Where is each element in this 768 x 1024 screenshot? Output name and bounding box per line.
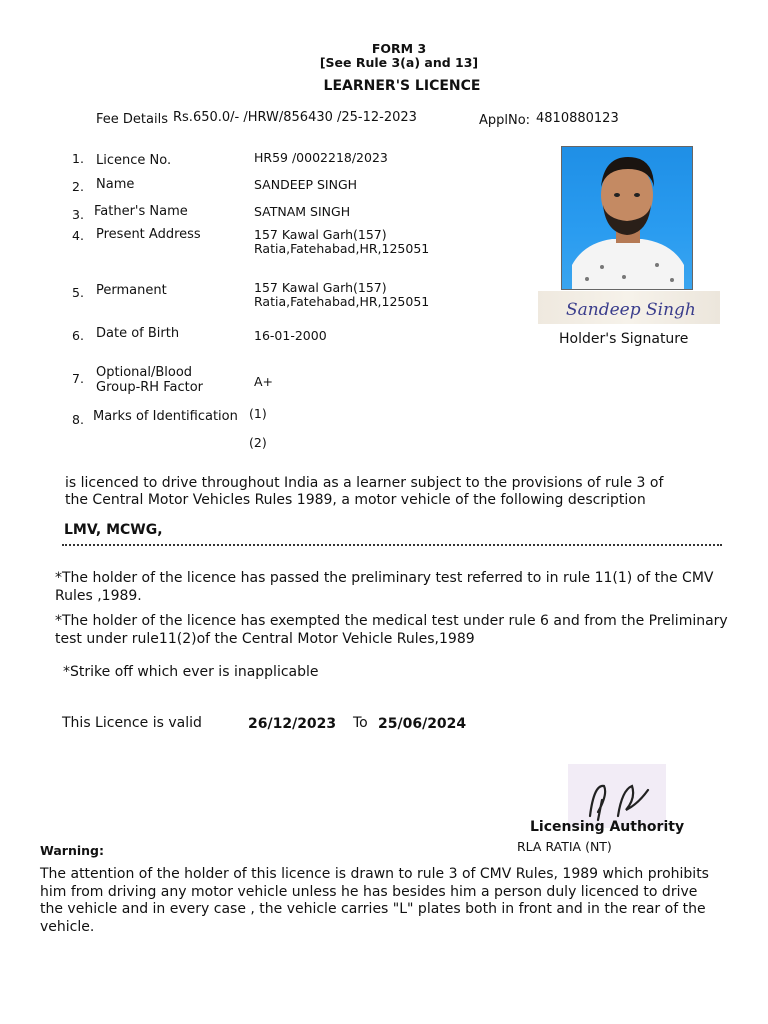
licence-no-label: Licence No. (96, 153, 172, 168)
holder-signature-label: Holder's Signature (559, 331, 689, 347)
medical-test-note: *The holder of the licence has exempted the medical test under rule 6 and from the Preliminary test under rule11(2)of the Central Motor Vehicle Rules,1989 (55, 613, 728, 647)
licensing-authority-office: RLA RATIA (NT) (517, 839, 612, 854)
field-number: 7. (72, 371, 84, 386)
valid-to-date: 25/06/2024 (378, 716, 467, 732)
valid-to-label: To (353, 715, 368, 731)
appl-no-label: ApplNo: (479, 113, 531, 128)
holder-photo (561, 146, 693, 290)
name-value: SANDEEP SINGH (254, 177, 358, 192)
fathers-name-label: Father's Name (94, 204, 188, 219)
name-label: Name (96, 177, 135, 192)
present-address-line2: Ratia,Fatehabad,HR,125051 (254, 241, 430, 256)
present-address-line1: 157 Kawal Garh(157) (254, 227, 387, 242)
marks-of-identification-label: Marks of Identification (93, 409, 238, 424)
field-number: 5. (72, 285, 84, 300)
licensing-authority-title: Licensing Authority (530, 819, 685, 835)
field-number: 1. (72, 151, 84, 166)
licence-no-value: HR59 /0002218/2023 (254, 150, 388, 165)
preliminary-test-note: *The holder of the licence has passed the preliminary test referred to in rule 11(1) of the CMV Rules ,1989. (55, 570, 714, 604)
warning-title: Warning: (40, 843, 104, 858)
field-number: 8. (72, 412, 84, 427)
form-number: FORM 3 (371, 41, 427, 56)
person-silhouette-icon (562, 147, 692, 289)
permanent-address-line1: 157 Kawal Garh(157) (254, 280, 387, 295)
fee-details-value: Rs.650.0/- /HRW/856430 /25-12-2023 (173, 110, 417, 125)
vehicle-class: LMV, MCWG, (64, 522, 163, 538)
valid-from-date: 26/12/2023 (248, 716, 337, 732)
warning-text: The attention of the holder of this licence is drawn to rule 3 of CMV Rules, 1989 which prohibits him from driving any motor vehicle unless he has besides him a person duly licenced to drive the vehicle and in every case , the vehicle carries "L" plates both in front and in the rear of the vehicle. (40, 866, 709, 935)
blood-group-label-line2: Group-RH Factor (96, 380, 204, 395)
strike-off-note: *Strike off which ever is inapplicable (63, 664, 319, 680)
holder-signature-image (538, 291, 720, 324)
dob-value: 16-01-2000 (254, 328, 327, 343)
appl-no-value: 4810880123 (536, 111, 619, 126)
intro-line-1: is licenced to drive throughout India as a learner subject to the provisions of rule 3 of (65, 475, 664, 491)
dob-label: Date of Birth (96, 326, 180, 341)
field-number: 2. (72, 179, 84, 194)
present-address-label: Present Address (96, 227, 201, 242)
document-title: LEARNER'S LICENCE (323, 78, 481, 94)
permanent-address-label: Permanent (96, 283, 167, 298)
intro-line-2: the Central Motor Vehicles Rules 1989, a motor vehicle of the following description (65, 492, 646, 508)
permanent-address-line2: Ratia,Fatehabad,HR,125051 (254, 294, 430, 309)
dotted-divider (62, 544, 722, 546)
holder-signature-text: Sandeep Singh (566, 300, 696, 320)
fee-details-label: Fee Details (96, 112, 168, 127)
blood-group-value: A+ (254, 374, 274, 389)
identification-mark-2: (2) (249, 435, 267, 450)
fathers-name-value: SATNAM SINGH (254, 204, 351, 219)
blood-group-label-line1: Optional/Blood (96, 365, 193, 380)
field-number: 4. (72, 228, 84, 243)
field-number: 3. (72, 207, 84, 222)
field-number: 6. (72, 328, 84, 343)
identification-mark-1: (1) (249, 406, 267, 421)
validity-label: This Licence is valid (62, 715, 202, 731)
form-rule-reference: [See Rule 3(a) and 13] (319, 55, 479, 70)
